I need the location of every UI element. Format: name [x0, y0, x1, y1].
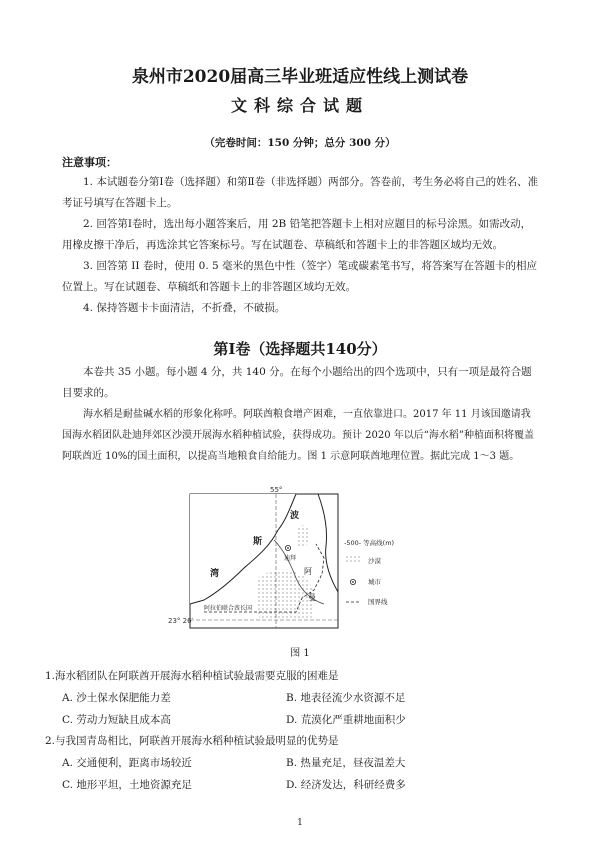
question-passage: 海水稻是耐盐碱水稻的形象化称呼。阿联酋粮食增产困难，一直依靠进口。2017 年 11 月该国邀请我国海水稻团队赴迪拜郊区沙漠开展海水稻种植试验，获得成功。预计 2020 年以后“海水稻”种植面积将覆盖阿联酋近 10%的国土面积，以提高当地粮食自给能力。图 1 示意阿联酋地理位置。据此完成 1～3 题。	[62, 409, 535, 462]
legend-desert: 沙漠	[368, 557, 381, 565]
notice-item-1: 1. 本试题卷分第Ⅰ卷（选择题）和第Ⅱ卷（非选择题）两部分。答卷前，考生务必将自己的姓名、准考证号填写在答题卡上。	[62, 176, 539, 209]
figure-caption: 图 1	[290, 648, 310, 659]
page-number: 1	[297, 818, 303, 828]
lat-label: 23° 26′	[168, 617, 194, 625]
map-figure	[168, 486, 428, 636]
legend-desert-swatch	[346, 556, 360, 564]
notice-item-4: 4. 保持答题卡卡面清洁，不折叠，不破损。	[83, 302, 286, 314]
exam-title: 泉州市2020届高三毕业班适应性线上测试卷	[131, 67, 469, 87]
city-label: 迪拜	[284, 555, 297, 562]
question-1-option-d: D. 荒漠化严重耕地面积少	[286, 714, 406, 726]
legend-border: 国界线	[368, 598, 388, 606]
exam-meta: （完卷时间：150 分钟；总分 300 分）	[204, 137, 396, 149]
question-1-stem: 1.海水稻团队在阿联酋开展海水稻种植试验最需要克服的困难是	[45, 670, 339, 682]
notice-item-2: 2. 回答第Ⅰ卷时，选出每小题答案后，用 2B 铅笔把答题卡上相对应题目的标号涂黑。如需改动，用橡皮擦干净后，再选涂其它答案标号。写在试题卷、草稿纸和答题卡上的非答题区域均无效。	[62, 218, 532, 251]
exam-subtitle: 文科综合试题	[230, 96, 369, 115]
country-char-1: 阿	[304, 567, 312, 576]
country-label: 阿拉伯联合酋长国	[204, 605, 253, 612]
sea-label-1: 波	[290, 511, 300, 521]
gulf-label: 湾	[210, 569, 220, 579]
notice-heading: 注意事项：	[62, 156, 117, 169]
question-1-option-b: B. 地表径流少水资源不足	[286, 692, 406, 704]
sea-label-2: 斯	[253, 537, 263, 547]
country-char-2: 曼	[308, 593, 316, 602]
section-title: 第Ⅰ卷（选择题共140分）	[213, 340, 387, 358]
legend-city: 城市	[368, 578, 381, 586]
question-2-option-b: B. 热量充足，昼夜温差大	[286, 757, 406, 769]
notice-item-3: 3. 回答第 II 卷时，使用 0. 5 毫米的黑色中性（签字）笔或碳素笔书写，将答案写在答题卡的相应位置上。写在试题卷、草稿纸和答题卡上的非答题区域均无效。	[62, 260, 538, 293]
question-2-option-d: D. 经济发达，科研经费多	[286, 779, 406, 791]
section-intro: 本卷共 35 小题。每小题 4 分，共 140 分。在每个小题给出的四个选项中，只有一项是最符合题目要求的。	[62, 366, 532, 399]
lon-label: 55°	[270, 486, 283, 494]
desert-area-small	[296, 525, 310, 547]
question-1-option-a: A. 沙土保水保肥能力差	[62, 692, 171, 704]
question-1-option-c: C. 劳动力短缺且成本高	[62, 714, 171, 726]
question-2-option-a: A. 交通便利，距离市场较近	[62, 757, 192, 769]
question-2-option-c: C. 地形平坦，土地资源充足	[62, 779, 192, 791]
question-2-stem: 2.与我国青岛相比，阿联酋开展海水稻种植试验最明显的优势是	[45, 735, 339, 747]
legend-contour: -500- 等高线(m)	[344, 539, 395, 547]
